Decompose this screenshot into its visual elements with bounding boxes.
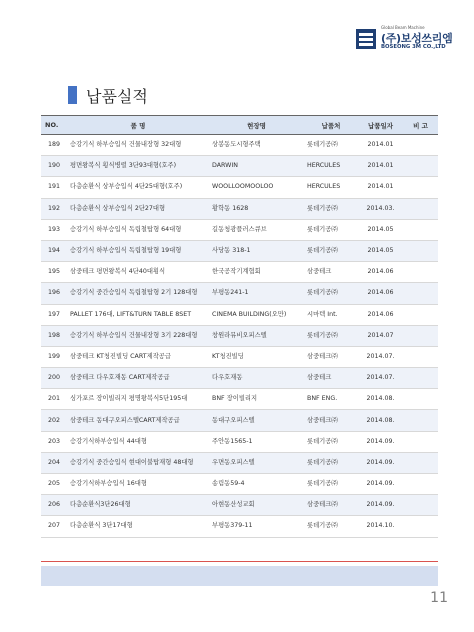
cell-date: 2014.08. [358,389,403,410]
cell-item: 삼중테크 다우호재동 CART제작공급 [67,368,209,389]
cell-no: 192 [41,198,67,219]
cell-client: 삼중테크 [304,262,358,283]
cell-site: CINEMA BUILDING(오만) [209,304,304,325]
cell-note [403,389,438,410]
cell-client: 롯데기공㈜ [304,431,358,452]
table-row [41,240,438,261]
table-row [41,262,438,283]
cell-note [403,198,438,219]
cell-site: 송림동59-4 [209,474,304,495]
column-header-no: NO. [41,116,67,135]
table-row [41,135,438,156]
cell-client: 롯데기공㈜ [304,283,358,304]
cell-date: 2014.06 [358,283,403,304]
cell-date: 2014.01 [358,156,403,177]
cell-client: 롯데기공㈜ [304,474,358,495]
table-row [41,304,438,325]
cell-no: 193 [41,219,67,240]
cell-no: 194 [41,240,67,261]
cell-date: 2014.06 [358,262,403,283]
cell-item: 승강기식 하부승입식 건물내장형 32대형 [67,135,209,156]
cell-item: 승강기식 하부승입식 독립철탑형 64대형 [67,219,209,240]
cell-item: 다층순환식 상부승입식 2단27대형 [67,198,209,219]
cell-site: BNF 장이빌리지 [209,389,304,410]
cell-client: 롯데기공㈜ [304,516,358,537]
cell-site: KT청진빌딩 [209,346,304,367]
cell-site: 길동청광플러스큐브 [209,219,304,240]
cell-date: 2014.09. [358,452,403,473]
cell-no: 200 [41,368,67,389]
logo-name: (주)보성쓰리엠 [381,32,453,45]
cell-item: 승강기식하부승입식 44대형 [67,431,209,452]
cell-site: 아현동산성교회 [209,495,304,516]
cell-note [403,304,438,325]
cell-site: 창원라뮤비오피스텔 [209,325,304,346]
logo-icon [355,28,377,50]
cell-date: 2014.01 [358,177,403,198]
cell-note [403,219,438,240]
column-header-client: 납품처 [304,116,358,135]
cell-no: 207 [41,516,67,537]
cell-date: 2014.09. [358,431,403,452]
table-row [41,495,438,516]
company-logo [355,24,459,54]
cell-client: BNF ENG. [304,389,358,410]
cell-no: 198 [41,325,67,346]
cell-date: 2014.08. [358,410,403,431]
footer-divider [41,561,438,562]
cell-note [403,240,438,261]
cell-site: 우면동오피스텔 [209,452,304,473]
logo-english-name: BOSEONG 3M CO.,LTD [381,44,446,50]
cell-note [403,452,438,473]
cell-item: 삼중테크 KT청진빌딩 CART제작공급 [67,346,209,367]
cell-note [403,516,438,537]
column-header-site: 현장명 [209,116,304,135]
cell-date: 2014.09. [358,474,403,495]
cell-no: 206 [41,495,67,516]
cell-client: 롯데기공㈜ [304,452,358,473]
cell-client: HERCULES [304,156,358,177]
cell-client: 삼중테크㈜ [304,346,358,367]
cell-item: 싱가포르 장이빌리지 평명왕복식5단195대 [67,389,209,410]
cell-client: 롯데기공㈜ [304,325,358,346]
cell-no: 190 [41,156,67,177]
cell-note [403,135,438,156]
table-row [41,283,438,304]
cell-date: 2014.07 [358,325,403,346]
cell-client: 롯데기공㈜ [304,135,358,156]
table-row [41,177,438,198]
cell-note [403,346,438,367]
title-accent-bar [68,86,77,104]
table-row [41,410,438,431]
cell-no: 205 [41,474,67,495]
cell-site: 황학동 1628 [209,198,304,219]
cell-date: 2014.03. [358,198,403,219]
cell-no: 203 [41,431,67,452]
cell-client: 삼중테크 [304,368,358,389]
cell-site: 부평동241-1 [209,283,304,304]
cell-note [403,325,438,346]
cell-note [403,283,438,304]
cell-site: 다우호재동 [209,368,304,389]
table-row [41,431,438,452]
column-header-note: 비 고 [403,116,438,135]
cell-item: 승강기식 중간승입식 독립철탑형 2기 128대형 [67,283,209,304]
table-row [41,516,438,537]
cell-client: 삼중테크㈜ [304,410,358,431]
cell-date: 2014.05 [358,219,403,240]
table-row [41,368,438,389]
cell-item: 다층순환식 3단17대형 [67,516,209,537]
cell-item: 다층순환식3단26대형 [67,495,209,516]
cell-item: 평면왕복식 횡식병렬 3단93대형(호주) [67,156,209,177]
cell-no: 196 [41,283,67,304]
cell-date: 2014.09. [358,495,403,516]
table-header-row [41,116,438,135]
cell-date: 2014.01 [358,135,403,156]
table-row [41,452,438,473]
cell-note [403,474,438,495]
cell-site: 주안동1565-1 [209,431,304,452]
cell-note [403,431,438,452]
cell-no: 197 [41,304,67,325]
cell-no: 204 [41,452,67,473]
cell-item: 다층순환식 상부승입식 4단25대형(호주) [67,177,209,198]
cell-item: PALLET 176대, LIFT&TURN TABLE 8SET [67,304,209,325]
table-row [41,156,438,177]
cell-no: 199 [41,346,67,367]
cell-item: 승강기식하부승입식 16대형 [67,474,209,495]
cell-date: 2014.06 [358,304,403,325]
cell-note [403,262,438,283]
cell-note [403,156,438,177]
cell-site: 사당동 318-1 [209,240,304,261]
cell-item: 승강기식 하부승입식 건물내장형 3기 228대형 [67,325,209,346]
table-row [41,474,438,495]
cell-client: HERCULES [304,177,358,198]
cell-site: 상봉동도시형주택 [209,135,304,156]
table-row [41,219,438,240]
cell-no: 191 [41,177,67,198]
cell-site: 동대구오피스텔 [209,410,304,431]
section-title: 납품실적 [86,87,148,106]
cell-site: WOOLLOOMOOLOO [209,177,304,198]
cell-date: 2014.07. [358,368,403,389]
cell-no: 201 [41,389,67,410]
delivery-record-table [41,115,438,538]
cell-item: 승강기식 중간승입식 현대이불탑재형 48대형 [67,452,209,473]
cell-no: 189 [41,135,67,156]
footer-band [41,566,438,586]
cell-date: 2014.05 [358,240,403,261]
cell-site: DARWIN [209,156,304,177]
cell-item: 승강기식 하부승입식 독립철탑형 19대형 [67,240,209,261]
logo-tagline: Global Beam Machine [381,25,425,30]
cell-item: 삼중테크 동대구오피스텔CART제작공급 [67,410,209,431]
table-row [41,346,438,367]
page-number: 11 [430,590,448,606]
table-row [41,198,438,219]
cell-site: 부평동379-11 [209,516,304,537]
cell-note [403,177,438,198]
cell-note [403,410,438,431]
cell-client: 롯데기공㈜ [304,198,358,219]
column-header-date: 납품일자 [358,116,403,135]
cell-date: 2014.07. [358,346,403,367]
cell-item: 삼중테크 평면왕복식 4단40대횡식 [67,262,209,283]
cell-note [403,368,438,389]
column-header-item: 품 명 [67,116,209,135]
table-row [41,389,438,410]
cell-client: 롯데기공㈜ [304,219,358,240]
cell-date: 2014.10. [358,516,403,537]
cell-no: 202 [41,410,67,431]
cell-no: 195 [41,262,67,283]
cell-site: 한국공작기계협회 [209,262,304,283]
cell-client: 삼중테크㈜ [304,495,358,516]
cell-client: 시마텍 Int. [304,304,358,325]
cell-client: 롯데기공㈜ [304,240,358,261]
cell-note [403,495,438,516]
table-row [41,325,438,346]
